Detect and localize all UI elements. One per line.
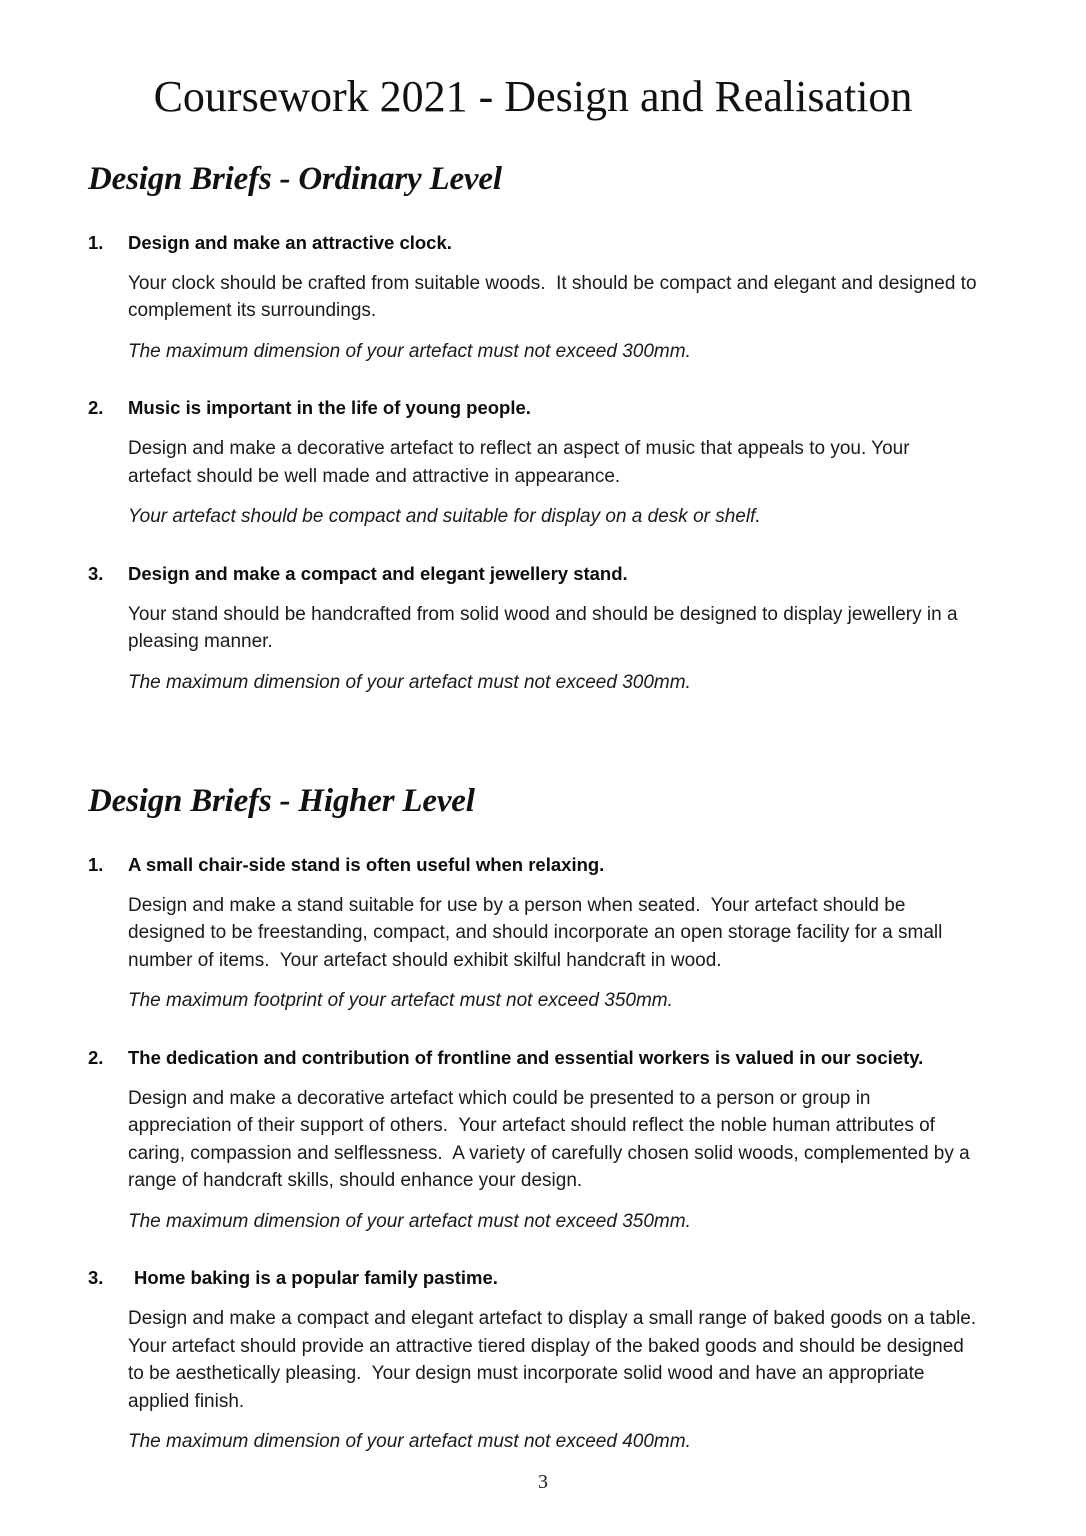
- brief-item: [88, 561, 978, 697]
- brief-constraint: The maximum dimension of your artefact must not exceed 400mm.: [128, 1431, 691, 1453]
- section-heading-higher-level: Design Briefs - Higher Level: [88, 783, 475, 820]
- brief-constraint: The maximum dimension of your artefact must not exceed 300mm.: [128, 340, 691, 362]
- brief-body: Your clock should be crafted from suitable woods. It should be compact and elegant and designed to complement its surroundings.: [128, 272, 982, 322]
- brief-constraint: The maximum footprint of your artefact must not exceed 350mm.: [128, 990, 673, 1012]
- brief-constraint: The maximum dimension of your artefact must not exceed 300mm.: [128, 671, 691, 693]
- brief-number: 1.: [88, 853, 104, 875]
- brief-body: Your stand should be handcrafted from solid wood and should be designed to display jewellery in a pleasing manner.: [128, 603, 963, 653]
- brief-constraint: Your artefact should be compact and suitable for display on a desk or shelf.: [128, 506, 761, 528]
- brief-number: 3.: [88, 562, 104, 584]
- brief-title: A small chair-side stand is often useful when relaxing.: [128, 853, 605, 875]
- brief-number: 1.: [88, 231, 104, 253]
- brief-title: Design and make an attractive clock.: [128, 231, 452, 253]
- brief-body: Design and make a stand suitable for use by a person when seated. Your artefact should be designed to be freestanding, compact, and should incorporate an open storage facility for a small number of items. Your artefact should exhibit skilful handcraft in wood.: [128, 894, 948, 971]
- brief-list-ordinary-level: [88, 230, 982, 697]
- brief-number: 2.: [88, 397, 104, 419]
- page-number: 3: [538, 1471, 548, 1493]
- brief-list-higher-level: [88, 852, 987, 1456]
- brief-constraint: The maximum dimension of your artefact must not exceed 350mm.: [128, 1210, 691, 1232]
- page-content: [88, 0, 987, 1456]
- brief-item: [88, 852, 978, 1015]
- brief-title: The dedication and contribution of frontline and essential workers is valued in our society.: [128, 1046, 924, 1068]
- brief-title: Design and make a compact and elegant jewellery stand.: [128, 562, 628, 584]
- brief-number: 3.: [88, 1267, 104, 1289]
- brief-item: [88, 395, 978, 531]
- brief-number: 2.: [88, 1046, 104, 1068]
- brief-body: Design and make a compact and elegant artefact to display a small range of baked goods on a table. Your artefact should provide an attractive tiered display of the baked goods and should be designed to be aesthetically pleasing. Your design must incorporate solid wood and have an appropriate applied finish.: [128, 1308, 987, 1412]
- brief-title: Home baking is a popular family pastime.: [134, 1267, 498, 1289]
- brief-body: Design and make a decorative artefact to reflect an aspect of music that appeals to you. Your artefact should be well made and attractive in appearance.: [128, 438, 915, 487]
- brief-item: [88, 230, 982, 366]
- brief-title: Music is important in the life of young people.: [128, 397, 531, 419]
- section-heading-ordinary-level: Design Briefs - Ordinary Level: [88, 161, 502, 198]
- brief-body: Design and make a decorative artefact which could be presented to a person or group in appreciation of their support of others. Your artefact should reflect the noble human attributes of caring, compassion and selflessness. A variety of carefully chosen solid woods, complemented by a range of handcraft skills, should enhance your design.: [128, 1087, 975, 1192]
- brief-item: [88, 1045, 978, 1236]
- page-title: Coursework 2021 - Design and Realisation: [153, 72, 913, 121]
- brief-item: [88, 1265, 987, 1456]
